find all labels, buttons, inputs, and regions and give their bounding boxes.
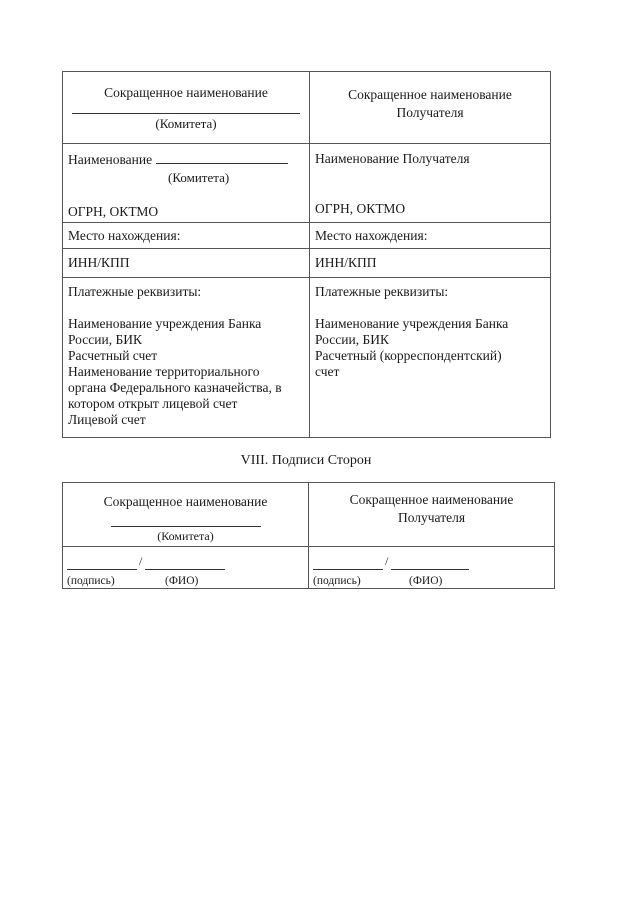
- committee-sign-caption: (Комитета): [157, 529, 214, 543]
- recipient-signature-line: [313, 559, 383, 570]
- committee-location-cell: [63, 223, 310, 249]
- committee-name-row: [63, 144, 309, 170]
- payment-line: органа Федерального казначейства, в: [68, 380, 282, 395]
- payment-line: Наименование учреждения Банка: [315, 316, 509, 331]
- recipient-short-name-label: Сокращенное наименование: [348, 87, 512, 102]
- committee-signature-cell: [63, 547, 309, 589]
- payment-line: счет: [315, 364, 340, 379]
- committee-short-name-label: Сокращенное наименование: [104, 85, 268, 100]
- committee-location-label: Место нахождения:: [68, 228, 181, 243]
- table-row: [63, 278, 551, 438]
- payment-line: Расчетный счет: [68, 348, 158, 363]
- recipient-fio-label: (ФИО): [409, 575, 443, 587]
- table-row: [63, 483, 555, 547]
- recipient-sign-title: Сокращенное наименование: [349, 492, 514, 507]
- payment-line: Наименование территориального: [68, 364, 260, 379]
- recipient-payment-lines: [310, 316, 550, 382]
- recipient-signature-row: [309, 547, 554, 587]
- payment-line: котором открыт лицевой счет: [68, 396, 238, 411]
- committee-sign-name-line: [111, 512, 261, 527]
- recipient-sign-header-cell: [309, 483, 555, 547]
- committee-name-line: [156, 151, 288, 164]
- committee-payment-title: Платежные реквизиты:: [68, 284, 202, 299]
- recipient-fio-line: [391, 559, 469, 570]
- table-row: [63, 72, 551, 144]
- committee-inn-cell: [63, 249, 310, 278]
- recipient-name-cell: [310, 144, 551, 223]
- recipient-inn-cell: [310, 249, 551, 278]
- committee-inn-label: ИНН/КПП: [68, 255, 130, 270]
- committee-ogrn-label: ОГРН, ОКТМО: [68, 204, 159, 219]
- committee-fio-line: [145, 559, 225, 570]
- committee-fio-label: (ФИО): [165, 575, 199, 587]
- committee-signature-row: [63, 547, 308, 587]
- recipient-name-label: Наименование Получателя: [315, 151, 470, 166]
- signatures-table: [62, 482, 555, 589]
- committee-sign-header-cell: [63, 483, 309, 547]
- payment-line: Лицевой счет: [68, 412, 146, 427]
- recipient-short-name-label-2: Получателя: [396, 105, 464, 120]
- recipient-ogrn-label: ОГРН, ОКТМО: [315, 201, 406, 216]
- requisites-table: [62, 71, 551, 438]
- table-row: [63, 223, 551, 249]
- recipient-signature-slash: /: [385, 554, 389, 568]
- committee-payment-cell: [63, 278, 310, 438]
- committee-short-name-line: [72, 103, 300, 114]
- table-row: [63, 144, 551, 223]
- committee-payment-lines: [63, 316, 309, 430]
- payment-line: России, БИК: [315, 332, 389, 347]
- recipient-location-cell: [310, 223, 551, 249]
- table-row: [63, 249, 551, 278]
- recipient-sign-title-2: Получателя: [397, 510, 466, 525]
- committee-signature-line: [67, 559, 137, 570]
- recipient-payment-cell: [310, 278, 551, 438]
- payment-line: Расчетный (корреспондентский): [315, 348, 502, 363]
- payment-line: России, БИК: [68, 332, 142, 347]
- table-row: [63, 547, 555, 589]
- recipient-payment-title: Платежные реквизиты:: [315, 284, 449, 299]
- committee-name-label: Наименование: [68, 152, 153, 167]
- committee-name-caption: (Комитета): [168, 170, 230, 185]
- committee-caption: (Комитета): [155, 116, 217, 131]
- recipient-signature-cell: [309, 547, 555, 589]
- recipient-sign-label: (подпись): [313, 575, 361, 587]
- recipient-header-cell: [310, 72, 551, 144]
- recipient-inn-label: ИНН/КПП: [315, 255, 377, 270]
- recipient-location-label: Место нахождения:: [315, 228, 428, 243]
- signatures-heading: VIII. Подписи Сторон: [240, 453, 372, 468]
- committee-signature-slash: /: [139, 554, 143, 568]
- payment-line: Наименование учреждения Банка: [68, 316, 262, 331]
- committee-name-cell: [63, 144, 310, 223]
- committee-sign-title: Сокращенное наименование: [103, 494, 268, 509]
- committee-sign-label: (подпись): [67, 575, 115, 587]
- committee-header-cell: [63, 72, 310, 144]
